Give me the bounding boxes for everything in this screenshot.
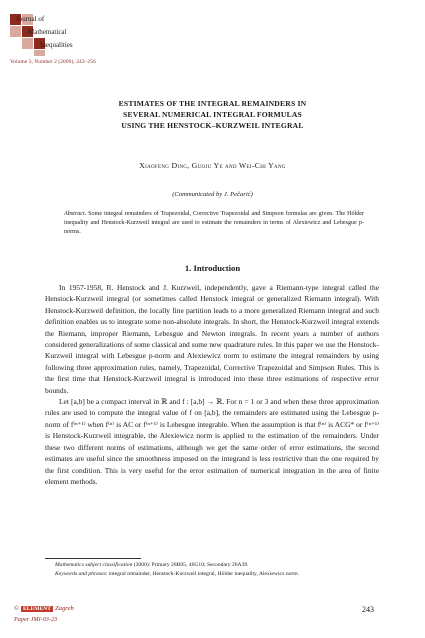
footnote-msc xyxy=(45,561,379,570)
journal-name-line2: Mathematical xyxy=(28,28,67,36)
copyright-symbol: © xyxy=(14,605,20,612)
title-line: SEVERAL NUMERICAL INTEGRAL FORMULAS xyxy=(123,110,302,120)
copyright-line xyxy=(14,605,74,612)
abstract xyxy=(64,210,364,237)
logo-square xyxy=(10,26,21,37)
keywords-label: Keywords and phrases xyxy=(55,571,106,577)
msc-label: Mathematics subject classification xyxy=(55,562,133,568)
communicated-by: (Communicated by J. Pečarić) xyxy=(172,191,253,198)
journal-name-line3: Inequalities xyxy=(40,41,73,49)
footnote-keywords xyxy=(45,570,379,579)
msc-text: (2000): Primary 28B05, 46G10; Secondary 26A39. xyxy=(132,562,249,568)
abstract-label: Abstract. xyxy=(64,211,87,217)
paper-title xyxy=(0,98,425,132)
journal-name-line1: Journal of xyxy=(16,15,45,23)
publisher-logo: ELEMENT xyxy=(23,606,51,612)
abstract-text: Some integral remainders of Trapezoidal, Corrective Trapezoidal and Simpson formulas are given. The Hölder inequality and Henstock-Kurzweil integral are used to estimate the remainders in terms of Alexiewicz and Lebesgue p-norms. xyxy=(64,211,364,235)
paragraph: Let [a,b] be a compact interval in ℝ and f : [a,b] → ℝ. For n = 1 or 3 and when these three approximation rules are used to compute the integral value of f on [a,b], the remainders are estimated using the Lebesgue p-norm of f⁽ⁿ⁺¹⁾ when f⁽ⁿ⁾ is AC or f⁽ⁿ⁺¹⁾ is Lebesgue integrable. When the assumption is that f⁽ⁿ⁾ is ACG* or f⁽ⁿ⁺¹⁾ is Henstock-Kurzweil integrable, the Alexiewicz norm is applied to the estimation of the remainders. Under these two different norms of estimations, although we get the same order of error estimations, the second estimates are useful since the smoothness imposed on the integrand is less restrictive than the one required by the first condition. This is very useful for the error estimation of numerical integration in the area of finite element methods. xyxy=(45,397,379,486)
title-line: USING THE HENSTOCK–KURZWEIL INTEGRAL xyxy=(121,121,304,131)
paper-id: Paper JMI-03-23 xyxy=(14,616,58,623)
journal-logo xyxy=(10,14,100,58)
section-heading: 1. Introduction xyxy=(184,263,241,273)
logo-square xyxy=(22,38,33,49)
page-number: 243 xyxy=(362,605,374,614)
paragraph: In 1957-1958, R. Henstock and J. Kurzweil, independently, gave a Riemann-type integral called the Henstock-Kurzweil integral (or sometimes called Henstock integral or generalized Riemann integral). With Henstock-Kurzweil definition, the locally fine partition leads to a more generalized Riemann integral and such definition enables us to integrate some non-absolute integrals. In short, the Henstock-Kurzweil integral extends the Riemann, improper Riemann, Lebesgue and Newton integrals. In recent years a number of authors considered generalizations of some classical and some new quadrature rules. In this paper we use the Henstock-Kurzweil integral with Lebesgue p-norm and Alexiewicz norm to estimate the integral remainders by using following three approximation rules, namely, Trapezoidal, Corrective Trapezoidal and Simpson Rules. This is the first time that Henstock-Kurzweil integral is introduced into these three estimations of respective error bounds. xyxy=(45,283,379,395)
keywords-text: : integral remainder, Henstock-Kurzweil integral, Hölder inequality, Alexiewicz norm. xyxy=(105,571,300,577)
publisher-city: Zagreb xyxy=(55,605,74,612)
logo-square xyxy=(34,50,45,56)
body-text xyxy=(45,282,379,487)
volume-info: Volume 3, Number 2 (2009), 243–256 xyxy=(10,59,96,65)
footnote-rule xyxy=(45,558,141,559)
title-line: ESTIMATES OF THE INTEGRAL REMAINDERS IN xyxy=(118,99,307,108)
authors: Xiaofeng Ding, Guoju Ye and Wei-Chi Yang xyxy=(139,161,286,170)
